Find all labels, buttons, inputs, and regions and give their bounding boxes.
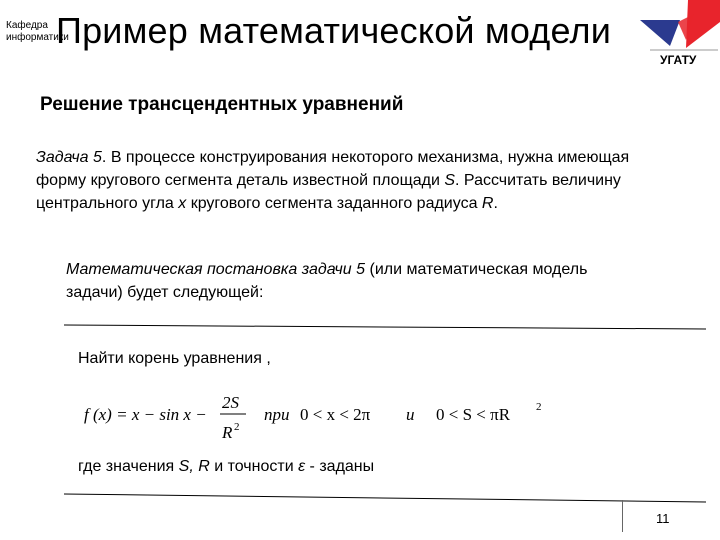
task-var-s: S — [444, 172, 456, 189]
task-var-x: x — [178, 195, 187, 212]
formula-condition-2: 0 < S < πR — [436, 405, 511, 424]
slide-title: Пример математической модели — [56, 10, 612, 51]
ugatu-logo — [634, 0, 720, 70]
divider-line-bottom — [64, 492, 706, 504]
formula-den-exponent: 2 — [234, 421, 240, 433]
formula-numerator: 2S — [222, 393, 239, 412]
section-subtitle: Решение трансцендентных уравнений — [40, 94, 404, 115]
where-epsilon: ε — [298, 458, 306, 475]
page-number: 11 — [656, 511, 670, 526]
where-text — [78, 458, 374, 476]
formula-denominator: R — [222, 423, 233, 442]
task-text-1: . В процессе конструирования некоторого механизма, нужна имеющая форму кругового сегмента деталь известной площади — [36, 149, 630, 189]
where-vars: S, R — [178, 458, 210, 475]
formula-condition-1: 0 < x < 2π — [300, 405, 371, 424]
where-text-1: где значения — [78, 458, 179, 475]
formal-italic: Математическая постановка задачи 5 — [66, 261, 366, 278]
equation-formula — [84, 388, 564, 444]
task-var-r: R — [481, 195, 494, 212]
where-text-2: и точности — [209, 458, 299, 475]
formula-lhs: f (x) = x − sin x − — [84, 405, 207, 424]
find-root-text: Найти корень уравнения , — [78, 350, 271, 367]
formal-text: (или математическая модель задачи) будет следующей: — [66, 261, 588, 301]
formal-statement — [66, 258, 626, 304]
logo-text: УГАТУ — [660, 53, 697, 67]
formula-and: и — [406, 405, 415, 424]
formula-cond2-exponent: 2 — [536, 401, 542, 413]
where-text-3: - заданы — [305, 458, 375, 475]
task-text-4: . — [493, 195, 498, 212]
task-text-2: . Рассчитать величину центрального угла — [36, 172, 621, 212]
task-text-3: кругового сегмента заданного радиуса — [186, 195, 482, 212]
task-paragraph — [36, 146, 676, 215]
divider-line-top — [64, 323, 706, 331]
formula-when: при — [264, 405, 290, 424]
department-line-2: информатики — [6, 32, 69, 43]
department-line-1: Кафедра — [6, 20, 48, 31]
task-label: Задача 5 — [36, 149, 102, 166]
